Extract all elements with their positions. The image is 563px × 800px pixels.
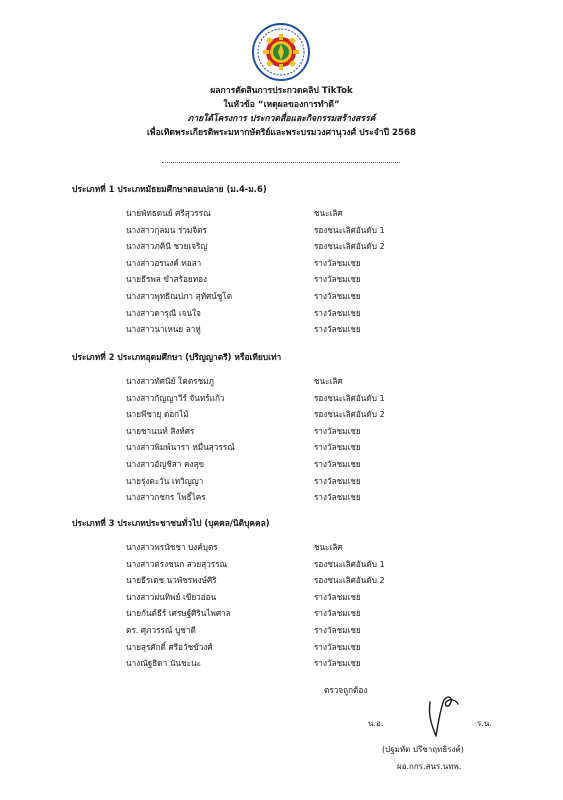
header-line-2: ในหัวข้อ “เหตุผลของการทำดี” [223, 100, 340, 110]
winner-name: นางสาวกัญญาวีร์ จันทร์แก้ว [126, 392, 225, 403]
list-item [126, 622, 446, 639]
list-item [126, 390, 446, 407]
header-divider [162, 162, 400, 163]
winner-name: นายกันต์ธีร์ เศรษฐ์ศิรินไพศาล [126, 608, 231, 619]
list-item [126, 321, 446, 338]
list-item [126, 439, 446, 456]
winners-list-3 [126, 539, 446, 672]
list-item [126, 373, 446, 390]
award-label: รางวัลชมเชย [314, 425, 361, 436]
signer-position: ผอ.กกร.สนร.นทพ. [397, 762, 462, 771]
list-item [126, 556, 446, 573]
header-line-4: เพื่อเทิดพระเกียรติพระมหากษัตริย์และพระบรมวงศานุวงศ์ ประจำปี 2568 [147, 128, 416, 138]
section-title-3: ประเภทที่ 3 ประเภทประชาชนทั่วไป (บุคคล/นิติบุคคล) [72, 518, 270, 528]
award-label: รางวัลชมเชย [314, 307, 361, 318]
winner-name: นางสาวตรงชนก สวยสุวรรณ [126, 558, 228, 569]
section-title-1: ประเภทที่ 1 ประเภทมัธยมศึกษาตอนปลาย (ม.4-ม.6) [72, 184, 267, 194]
award-label: รองชนะเลิศอันดับ 1 [314, 392, 385, 403]
award-label: รางวัลชมเชย [314, 658, 361, 669]
list-item [126, 589, 446, 606]
award-label: รางวัลชมเชย [314, 458, 361, 469]
award-label: รางวัลชมเชย [314, 608, 361, 619]
award-label: รองชนะเลิศอันดับ 2 [314, 575, 385, 586]
winner-name: นายสุรศักดิ์ ศรีอวัชข้วงศ์ [126, 641, 213, 652]
award-label: รางวัลชมเชย [314, 591, 361, 602]
award-label: รางวัลชมเชย [314, 257, 361, 268]
signature-suffix: ร.น. [477, 719, 492, 728]
document-header [0, 84, 563, 140]
list-item [126, 305, 446, 322]
section-title-2: ประเภทที่ 2 ประเภทอุดมศึกษา (ปริญญาตรี) หรือเทียบเท่า [72, 352, 282, 362]
list-item [126, 205, 446, 222]
list-item [126, 605, 446, 622]
signer-name: (ปฐมทัต ปรีชาฤทธิรงค์) [382, 745, 464, 754]
list-item [126, 473, 446, 490]
winner-name: นางสาวกชกร โพธิ์ไคร [126, 492, 206, 503]
list-item [126, 456, 446, 473]
winners-list-2 [126, 373, 446, 506]
winner-name: นางสาวพรนัชชา บงค์บุตร [126, 542, 218, 552]
award-label: รางวัลชมเชย [314, 624, 361, 635]
list-item [126, 539, 446, 556]
winner-name: นางสาวฝนทิพย์ เขียวอ่อน [126, 591, 217, 602]
award-label: รองชนะเลิศอันดับ 1 [314, 558, 385, 569]
award-label: รางวัลชมเชย [314, 290, 361, 301]
list-item [126, 406, 446, 423]
winner-name: ดร. ศุภวรรณ์ บูชาดี [126, 624, 196, 635]
award-label: ชนะเลิศ [314, 208, 343, 218]
list-item [126, 489, 446, 506]
award-label: รางวัลชมเชย [314, 442, 361, 453]
verified-label: ตรวจถูกต้อง [324, 685, 368, 695]
winner-name: นายรุ่งตะวัน เทวิญญา [126, 475, 204, 486]
winner-name: นายพีชายุ ดอกไม้ [126, 409, 189, 420]
signature-icon [392, 690, 472, 740]
winner-name: นางสาวพิมพ์นารา หมื่นสุวรรณ์ [126, 442, 235, 453]
header-line-3: ภายใต้โครงการ ประกวดสื่อและกิจกรรมสร้างสรรค์ [187, 114, 376, 124]
winners-list-1 [126, 205, 446, 338]
winner-name: นายชานนท์ สิงห์ศร [126, 425, 195, 436]
winner-name: นางสาวอัญชิสา คงสุข [126, 458, 205, 469]
list-item [126, 288, 446, 305]
list-item [126, 655, 446, 672]
organization-seal-icon [251, 22, 311, 82]
list-item [126, 255, 446, 272]
award-label: รองชนะเลิศอันดับ 2 [314, 241, 385, 252]
award-label: รางวัลชมเชย [314, 324, 361, 335]
award-label: รางวัลชมเชย [314, 641, 361, 652]
list-item [126, 639, 446, 656]
award-label: ชนะเลิศ [314, 376, 343, 386]
winner-name: นางสาวนาเหนย ลาหู่ [126, 324, 201, 335]
list-item [126, 423, 446, 440]
signature-rank: น.อ. [368, 719, 384, 728]
list-item [126, 238, 446, 255]
list-item [126, 271, 446, 288]
award-label: รางวัลชมเชย [314, 492, 361, 503]
winner-name: นายธีรพล ขำสร้อยทอง [126, 274, 208, 285]
winner-name: นางสาวพุทธิณปภา สุทัศน์ชูโต [126, 290, 233, 301]
award-label: รางวัลชมเชย [314, 274, 361, 285]
winner-name: นางสาวกุลมน ร่วมจิตร [126, 224, 207, 235]
award-label: รางวัลชมเชย [314, 475, 361, 486]
winner-name: นางสาวดารุณี เจนใจ [126, 307, 201, 318]
award-label: รองชนะเลิศอันดับ 1 [314, 224, 385, 235]
winner-name: นางณัฐธิดา นันชะนะ [126, 658, 201, 669]
winner-name: นางสาวอรนงค์ ทอสา [126, 257, 202, 268]
header-line-1: ผลการตัดสินการประกวดคลิป TikTok [210, 86, 353, 96]
winner-name: นางสาวทัศนีย์ โคตรชมภู [126, 376, 214, 386]
winner-name: นายธีรเดช นวพัชรพงษ์ศิริ [126, 575, 217, 586]
winner-name: นายพัทธดนย์ ศรีสุวรรณ [126, 208, 211, 218]
award-label: ชนะเลิศ [314, 542, 343, 552]
list-item [126, 572, 446, 589]
winner-name: นางสาวภคินี ชวยเจริญ [126, 241, 208, 252]
award-label: รองชนะเลิศอันดับ 2 [314, 409, 385, 420]
list-item [126, 222, 446, 239]
